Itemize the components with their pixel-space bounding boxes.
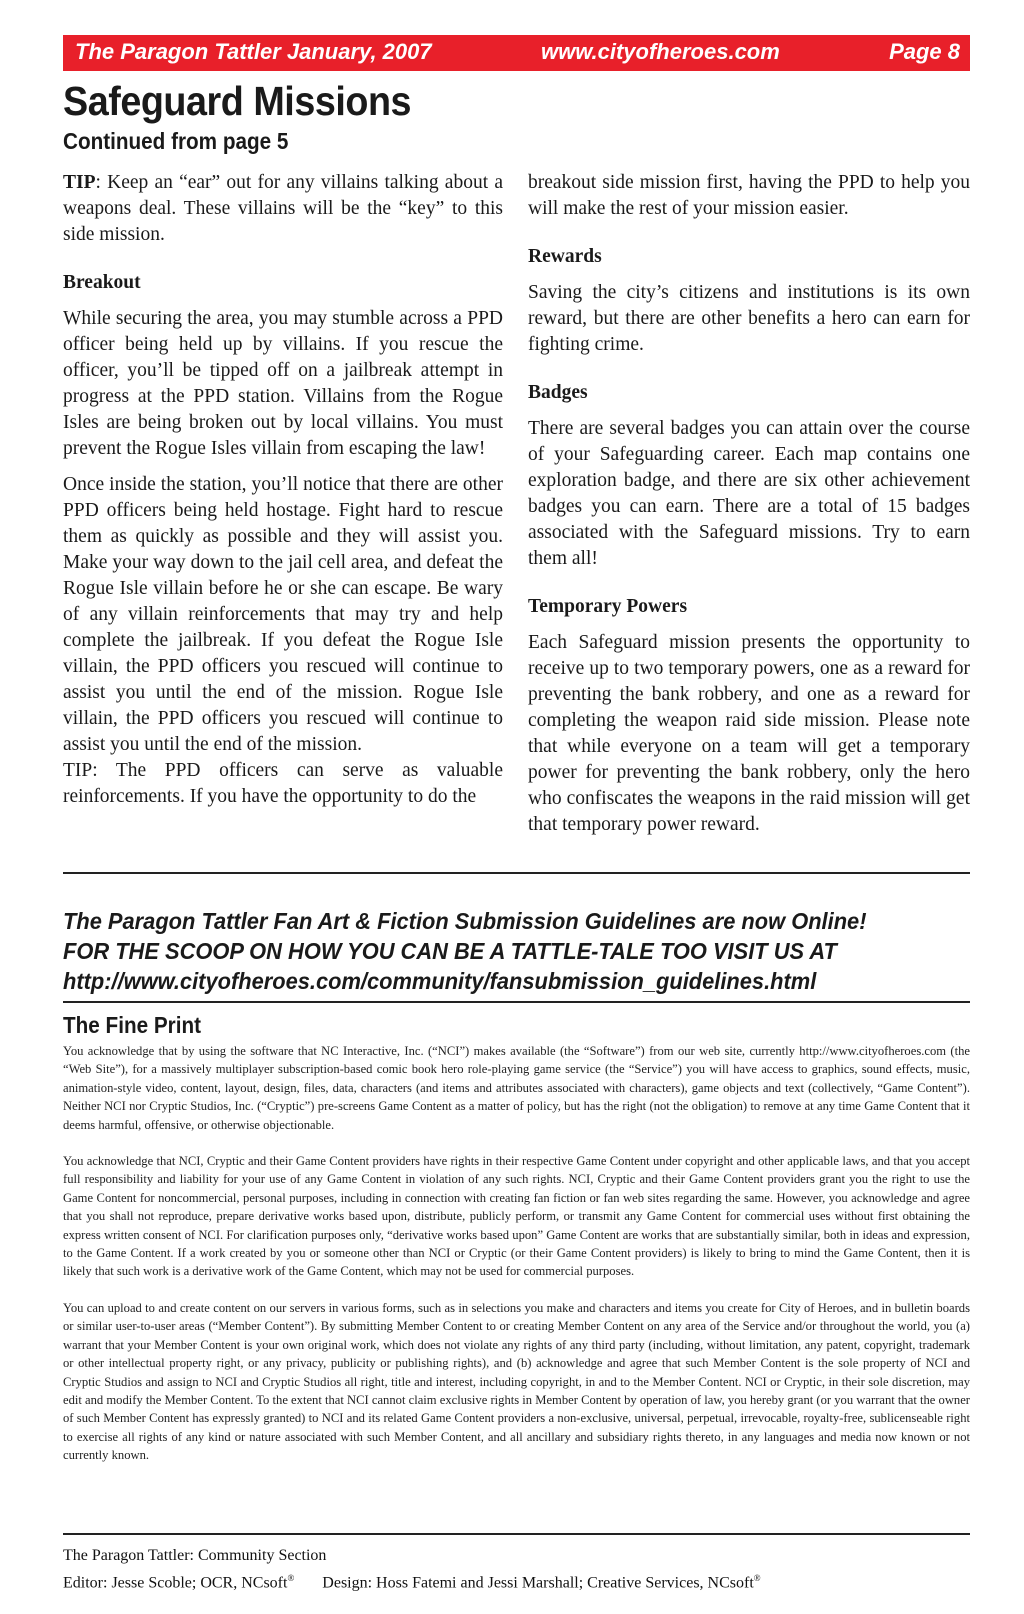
promo-line-1: The Paragon Tattler Fan Art & Fiction Submission Guidelines are now Online!	[63, 908, 867, 934]
badges-paragraph: There are several badges you can attain over the course of your Safeguarding career. Each map contains one exploration badge, and there are six other achievement badges you can earn. There are a total of 15 badges associated with the Safeguard missions. Try to earn them all!	[528, 418, 970, 569]
fine-print-paragraph-1: You acknowledge that by using the software that NC Interactive, Inc. (“NCI”) makes available (the “Software”) from our web site, currently http://www.cityofheroes.com (the “Web Site”), for a massively multiplayer subscription-based comic book hero role-playing game service (the “Service”) you will have access to graphics, sound effects, music, animation-style video, content, layout, design, files, data, characters (and items and attributes associated with characters), game objects and text (collectively, “Game Content”). Neither NCI nor Cryptic Studios, Inc. (“Cryptic”) pre-screens Game Content as a matter of policy, but has the right (not the obligation) to remove at any time Game Content that it deems harmful, offensive, or otherwise objectionable.	[63, 1044, 970, 1132]
editor-credit: Editor: Jesse Scoble; OCR, NCsoft	[63, 1574, 288, 1592]
credits-line	[63, 1567, 970, 1594]
page-header-bar	[63, 35, 970, 71]
breakout-tip-end: breakout side mission first, having the PPD to help you will make the rest of your mission easier.	[528, 172, 970, 219]
tip-label: TIP	[63, 172, 96, 193]
tip-paragraph	[63, 170, 503, 248]
promo-line-2: FOR THE SCOOP ON HOW YOU CAN BE A TATTLE-TALE TOO VISIT US AT	[63, 938, 837, 964]
rewards-heading: Rewards	[528, 246, 602, 267]
fine-print-paragraph-2: You acknowledge that NCI, Cryptic and their Game Content providers have rights in their respective Game Content under copyright and other applicable laws, and that you accept full responsibility and liability for your use of any Game Content in violation of any such rights. NCI, Cryptic and their Game Content providers grant you the right to use the Game Content for noncommercial, personal purposes, including in connection with creating fan fiction or fan web sites regarding the same. However, you acknowledge and agree that you shall not reproduce, prepare derivative works based upon, distribute, publicly perform, or transmit any Game Content for commercial uses without first obtaining the express written consent of NCI. For clarification purposes only, “derivative works based upon” Game Content are works that are substantially similar, both in ideas and expression, to the Game Content. If a work created by you or someone other than NCI or Cryptic (or their Game Content providers) is likely to bring to mind the Game Content, then it is likely that such work is a derivative work of the Game Content, which may not be used for commercial purposes.	[63, 1154, 970, 1279]
page-number: Page 8	[889, 39, 960, 64]
breakout-paragraph-2: Once inside the station, you’ll notice that there are other PPD officers being held hostage. Fight hard to rescue them as quickly as possible and they will assist you. Make your way down to the jail cell area, and defeat the Rogue Isle villain before he or she can escape. Be wary of any villain reinforcements that may try and help complete the jailbreak. If you defeat the Rogue Isle villain, the PPD officers you rescued will continue to assist you until the end of the mission. Rogue Isle villain, the PPD officers you rescued will continue to assist you until the end of the mission.	[63, 474, 503, 755]
article-column-left	[63, 170, 503, 810]
divider-middle	[63, 1001, 970, 1003]
temporary-powers-paragraph: Each Safeguard mission presents the opportunity to receive up to two temporary powers, one as a reward for preventing the bank robbery, and one as a reward for completing the weapon raid side mission. Please note that while everyone on a team will get a temporary power for preventing the bank robbery, only the hero who confiscates the weapons in the raid mission will get that temporary power reward.	[528, 632, 970, 835]
badges-heading: Badges	[528, 382, 588, 403]
design-credit: Design: Hoss Fatemi and Jessi Marshall; Creative Services, NCsoft	[322, 1574, 754, 1592]
fine-print-paragraph-3: You can upload to and create content on our servers in various forms, such as in selections you make and characters and items you create for City of Heroes, and in bulletin boards or similar user-to-user areas (“Member Content”). By submitting Member Content to or creating Member Content on any area of the Service and/or throughout the world, you (a) warrant that your Member Content is your own original work, which does not violate any rights of any third party (including, without limitation, any patent, copyright, trademark or other intellectual property right, or any privacy, publicity or publishing rights), and (b) acknowledge and agree that such Member Content is the sole property of NCI and Cryptic Studios and assign to NCI and Cryptic Studios all right, title and interest, including copyright, in and to the Member Content. NCI or Cryptic, in their sole discretion, may edit and modify the Member Content. To the extent that NCI cannot claim exclusive rights in Member Content by operation of law, you hereby grant (or you warrant that the owner of such Member Content has expressly granted) to NCI and its related Game Content providers a non-exclusive, universal, perpetual, irrevocable, royalty-free, sublicenseable right to exercise all rights of any kind or nature associated with such Member Content, and all ancillary and subsidiary rights thereto, in any languages and media now known or not currently known.	[63, 1300, 970, 1463]
promo-link[interactable]: http://www.cityofheroes.com/community/fansubmission_guidelines.html	[63, 968, 817, 994]
registered-mark: ®	[287, 1573, 295, 1583]
breakout-paragraph-1: While securing the area, you may stumble across a PPD officer being held up by villains. If you rescue the officer, you’ll be tipped off on a jailbreak attempt in progress at the PPD station. Villains from the Rogue Isles are being broken out by local villains. You must prevent the Rogue Isles villain from escaping the law!	[63, 308, 503, 459]
newsletter-title: The Paragon Tattler January, 2007	[75, 39, 432, 64]
article-title: Safeguard Missions	[63, 78, 412, 124]
fine-print-body	[63, 1042, 970, 1483]
submission-promo	[63, 906, 970, 996]
rewards-paragraph: Saving the city’s citizens and institutions is its own reward, but there are other benefits a hero can earn for fighting crime.	[528, 282, 970, 355]
temporary-powers-heading: Temporary Powers	[528, 596, 688, 617]
credits-footer	[63, 1544, 970, 1594]
divider-top	[63, 872, 970, 874]
article-column-right	[528, 170, 970, 838]
article-subtitle: Continued from page 5	[63, 128, 289, 154]
breakout-heading: Breakout	[63, 272, 141, 293]
fine-print-title: The Fine Print	[63, 1012, 202, 1038]
breakout-tip-start: TIP: The PPD officers can serve as valuable reinforcements. If you have the opportunity to do the	[63, 760, 503, 807]
registered-mark: ®	[753, 1573, 761, 1583]
community-section-label: The Paragon Tattler: Community Section	[63, 1547, 327, 1564]
tip-text: : Keep an “ear” out for any villains talking about a weapons deal. These villains will be the “key” to this side mission.	[63, 172, 503, 245]
website-url[interactable]: www.cityofheroes.com	[541, 39, 780, 64]
divider-bottom	[63, 1533, 970, 1535]
